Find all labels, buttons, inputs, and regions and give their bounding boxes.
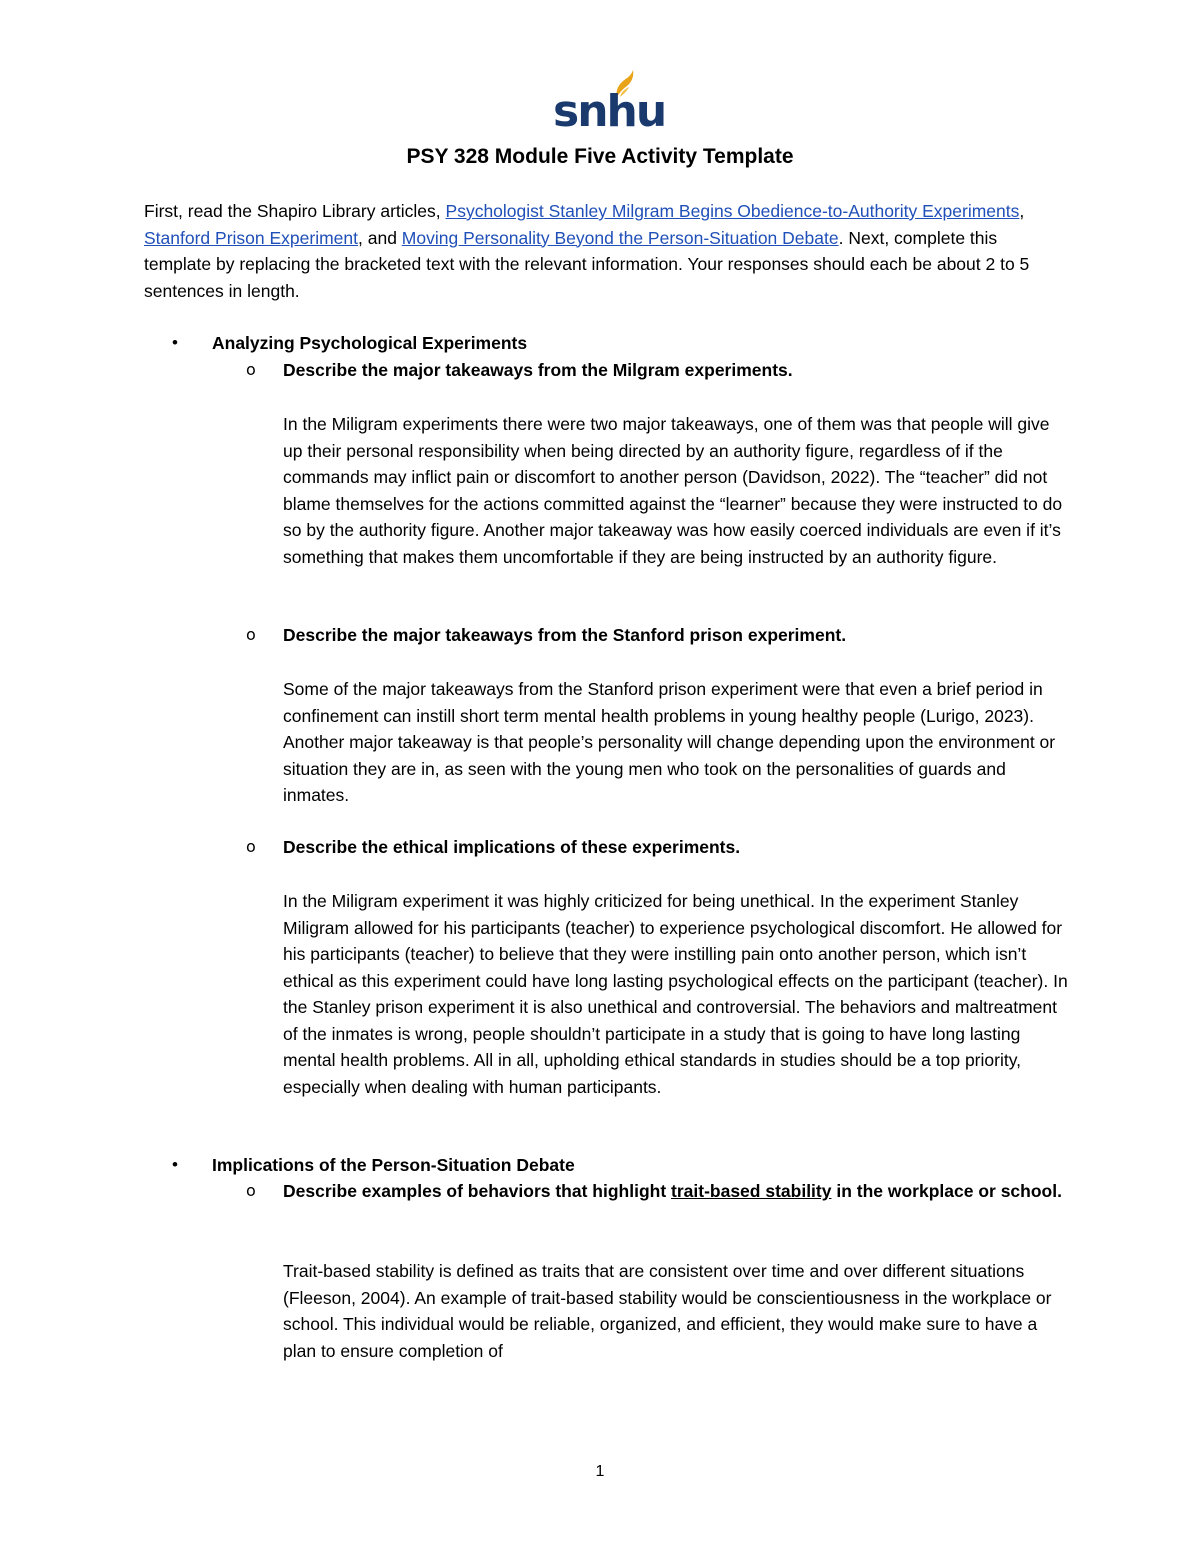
logo-text: snhu — [553, 86, 666, 137]
bullet-icon: • — [172, 333, 178, 352]
prompt-underlined: trait-based stability — [671, 1181, 832, 1201]
intro-rest: Next, complete this template by replacing the bracketed text with the relevant information. Your responses should each be about 2 to 5 sentences in length. — [144, 227, 1030, 301]
subbullet-icon: o — [246, 625, 256, 644]
link-milgram-article[interactable]: Psychologist Stanley Milgram Begins Obedience-to-Authority Experiments — [445, 201, 1020, 221]
answer-text: Some of the major takeaways from the Stanford prison experiment were that even a brief period in confinement can instill short term mental health problems in young healthy people (Lurigo, 2023). Another major takeaway is that people’s personality will change depending upon the environment or situation they are in, as seen with the young men who took on the personalities of guards and inmates. — [283, 679, 1056, 805]
page-number: 1 — [595, 1463, 605, 1480]
subbullet-icon: o — [246, 360, 256, 379]
section-heading: Analyzing Psychological Experiments — [212, 333, 528, 353]
question-prompt: Describe the ethical implications of these experiments. — [283, 837, 741, 857]
intro-paragraph — [144, 198, 1064, 304]
question-prompt: Describe the major takeaways from the Stanford prison experiment. — [283, 625, 847, 645]
prompt-post: in the workplace or school. — [831, 1181, 1062, 1201]
answer-text: Trait-based stability is defined as traits that are consistent over time and over different situations (Fleeson, 2004). An example of trait-based stability would be conscientiousness in the workplace or school. This individual would be reliable, organized, and efficient, they would make sure to have a plan to ensure completion of — [283, 1261, 1052, 1361]
question-prompt: Describe the major takeaways from the Milgram experiments. — [283, 360, 793, 380]
subbullet-icon: o — [246, 1181, 256, 1200]
subbullet-icon: o — [246, 837, 256, 856]
intro-lead: First, read the Shapiro Library articles, — [144, 201, 446, 221]
answer-text: In the Miligram experiment it was highly criticized for being unethical. In the experiment Stanley Miligram allowed for his participants (teacher) to experience psychological discomfort. He allowed for his participants (teacher) to believe that they were instilling pain onto another person, which isn’t ethical as this experiment could have long lasting psychological effects on the participant (teacher). In the Stanley prison experiment it is also unethical and controversial. The behaviors and maltreatment of the inmates is wrong, people shouldn’t participate in a study that is going to have long lasting mental health problems. All in all, upholding ethical standards in studies should be a top priority, especially when dealing with human participants. — [283, 891, 1068, 1097]
link-person-situation-article[interactable]: Moving Personality Beyond the Person-Situation Debate — [401, 227, 839, 248]
question-prompt — [283, 1178, 1073, 1205]
bullet-icon: • — [172, 1155, 178, 1174]
intro-sep-1: , — [1019, 201, 1025, 221]
page-title: PSY 328 Module Five Activity Template — [406, 145, 794, 168]
section-heading: Implications of the Person-Situation Debate — [212, 1155, 575, 1175]
snhu-logo — [553, 70, 666, 137]
intro-sep-2: , and — [358, 227, 402, 248]
link-stanford-article[interactable]: Stanford Prison Experiment — [144, 227, 358, 248]
intro-sep-3: . — [838, 227, 844, 248]
prompt-pre: Describe examples of behaviors that highlight — [283, 1181, 672, 1201]
answer-text: In the Miligram experiments there were two major takeaways, one of them was that people will give up their personal responsibility when being directed by an authority figure, regardless of if the commands may inflict pain or discomfort to another person (Davidson, 2022). The “teacher” did not blame themselves for the actions committed against the “learner” because they were instructed to do so by the authority figure. Another major takeaway was how easily coerced individuals are even if it’s something that makes them uncomfortable if they are being instructed by an authority figure. — [283, 414, 1063, 567]
